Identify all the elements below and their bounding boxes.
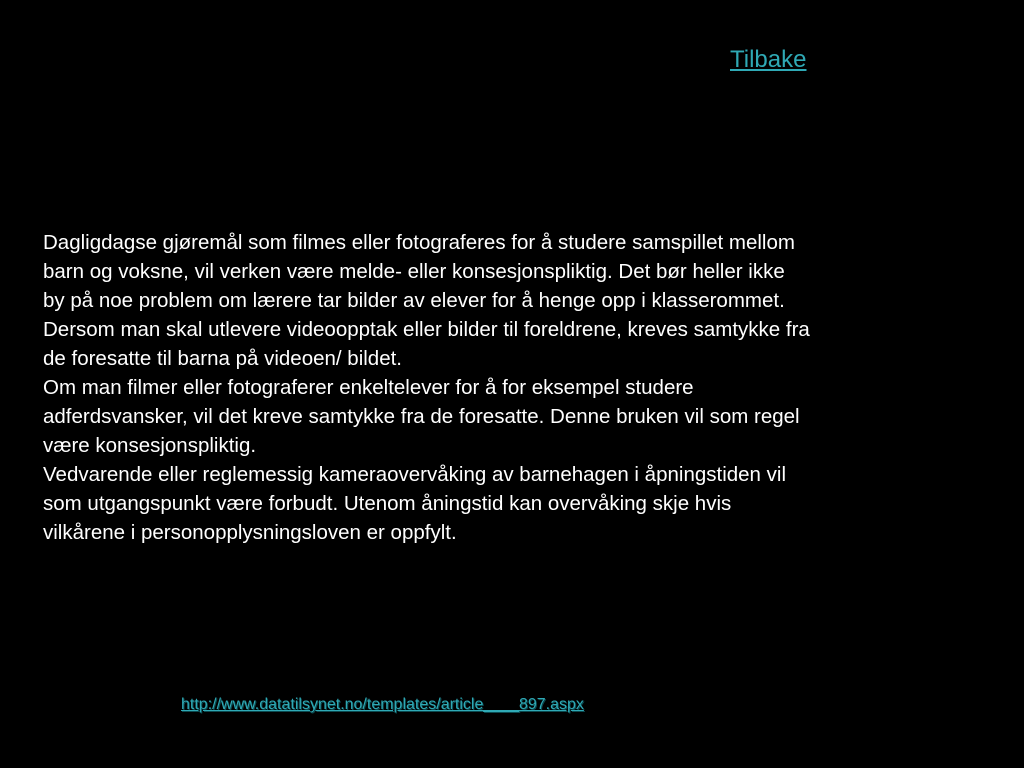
text-line: by på noe problem om lærere tar bilder av elever for å henge opp i klasserommet.: [43, 289, 785, 312]
text-line: Dagligdagse gjøremål som filmes eller fotograferes for å studere samspillet mellom: [43, 231, 795, 254]
text-line: vilkårene i personopplysningsloven er oppfylt.: [43, 521, 457, 544]
text-line: Dersom man skal utlevere videoopptak eller bilder til foreldrene, kreves samtykke fra: [43, 318, 810, 341]
back-link[interactable]: Tilbake: [730, 46, 807, 73]
text-line: de foresatte til barna på videoen/ bildet.: [43, 347, 402, 370]
text-line: adferdsvansker, vil det kreve samtykke fra de foresatte. Denne bruken vil som regel: [43, 405, 800, 428]
text-line: som utgangspunkt være forbudt. Utenom åningstid kan overvåking skje hvis: [43, 492, 732, 515]
text-line: barn og voksne, vil verken være melde- eller konsesjonspliktig. Det bør heller ikke: [43, 260, 785, 283]
source-link[interactable]: http://www.datatilsynet.no/templates/article____897.aspx: [181, 696, 584, 713]
text-line: Om man filmer eller fotograferer enkeltelever for å for eksempel studere: [43, 376, 694, 399]
text-line: være konsesjonspliktig.: [43, 434, 257, 457]
body-text: [43, 228, 973, 547]
text-line: Vedvarende eller reglemessig kameraovervåking av barnehagen i åpningstiden vil: [43, 463, 787, 486]
